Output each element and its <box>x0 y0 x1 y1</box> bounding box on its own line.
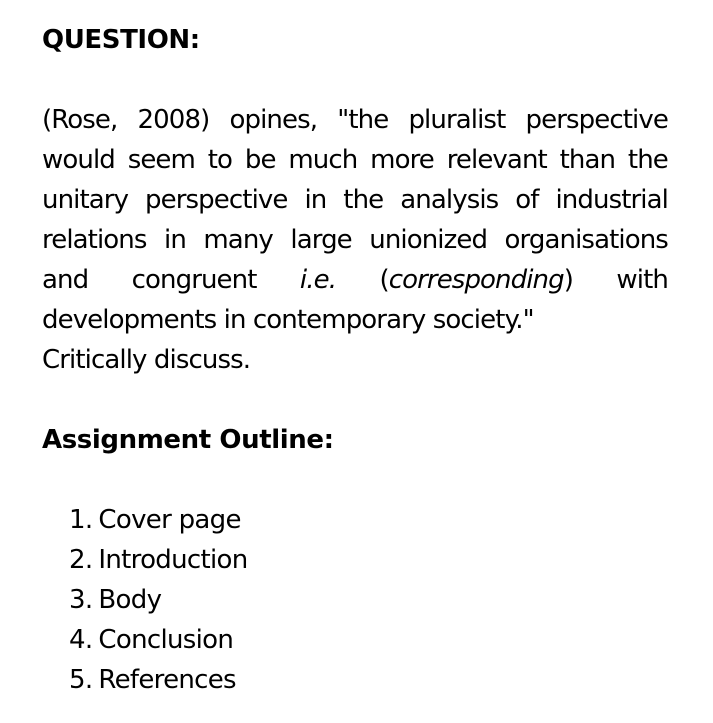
outline-item <box>69 500 668 540</box>
question-line-2 <box>42 140 668 180</box>
outline-item-label: References <box>98 665 236 695</box>
word: organisations <box>504 225 668 255</box>
word: be <box>244 145 276 175</box>
word: more <box>370 145 434 175</box>
word: than <box>559 145 616 175</box>
outline-item-label: Introduction <box>98 545 248 575</box>
outline-item <box>69 540 668 580</box>
document <box>42 20 668 700</box>
word: unitary <box>42 185 129 215</box>
word: seem <box>127 145 195 175</box>
question-line-1 <box>42 100 668 140</box>
outline-item-number: 2. <box>69 545 93 575</box>
word: unionized <box>369 225 488 255</box>
outline-list <box>42 500 668 700</box>
outline-item-label: Cover page <box>98 505 241 535</box>
word: many <box>203 225 273 255</box>
word: relations <box>42 225 147 255</box>
word-congruent: congruent <box>131 265 257 295</box>
word: in <box>304 185 327 215</box>
outline-item <box>69 580 668 620</box>
outline-item-number: 1. <box>69 505 93 535</box>
question-line-4 <box>42 220 668 260</box>
outline-item-label: Body <box>98 585 162 615</box>
outline-item-number: 3. <box>69 585 93 615</box>
word: would <box>42 145 115 175</box>
spacer <box>42 380 668 420</box>
word: (Rose, <box>42 105 118 135</box>
word: the <box>627 145 668 175</box>
spacer <box>42 460 668 500</box>
question-line-5 <box>42 260 668 300</box>
word-ie: i.e. <box>299 265 337 295</box>
open-paren: ( <box>379 265 389 295</box>
word: 2008) <box>137 105 210 135</box>
outline-item-number: 5. <box>69 665 93 695</box>
question-line-3 <box>42 180 668 220</box>
outline-item <box>69 660 668 700</box>
word: industrial <box>555 185 668 215</box>
word: the <box>343 185 384 215</box>
word: "the <box>337 105 389 135</box>
word: opines, <box>229 105 318 135</box>
word: analysis <box>400 185 499 215</box>
outline-item <box>69 620 668 660</box>
word: perspective <box>145 185 288 215</box>
word: large <box>290 225 352 255</box>
word: much <box>288 145 358 175</box>
question-line-6: developments in contemporary society." <box>42 305 534 335</box>
outline-item-number: 4. <box>69 625 93 655</box>
word: pluralist <box>408 105 506 135</box>
word-and: and <box>42 265 89 295</box>
question-heading: QUESTION: <box>42 25 200 55</box>
word: to <box>207 145 233 175</box>
question-paragraph <box>42 100 668 380</box>
outline-item-label: Conclusion <box>98 625 234 655</box>
close-paren: ) <box>563 265 573 295</box>
word: of <box>515 185 539 215</box>
spacer <box>42 60 668 100</box>
word: perspective <box>525 105 668 135</box>
question-line-7: Critically discuss. <box>42 345 251 375</box>
outline-heading: Assignment Outline: <box>42 425 334 455</box>
word-with: with <box>616 265 668 295</box>
word-corresponding <box>379 260 573 300</box>
word: relevant <box>446 145 547 175</box>
corresponding-italic: corresponding <box>388 265 564 295</box>
word: in <box>164 225 186 255</box>
